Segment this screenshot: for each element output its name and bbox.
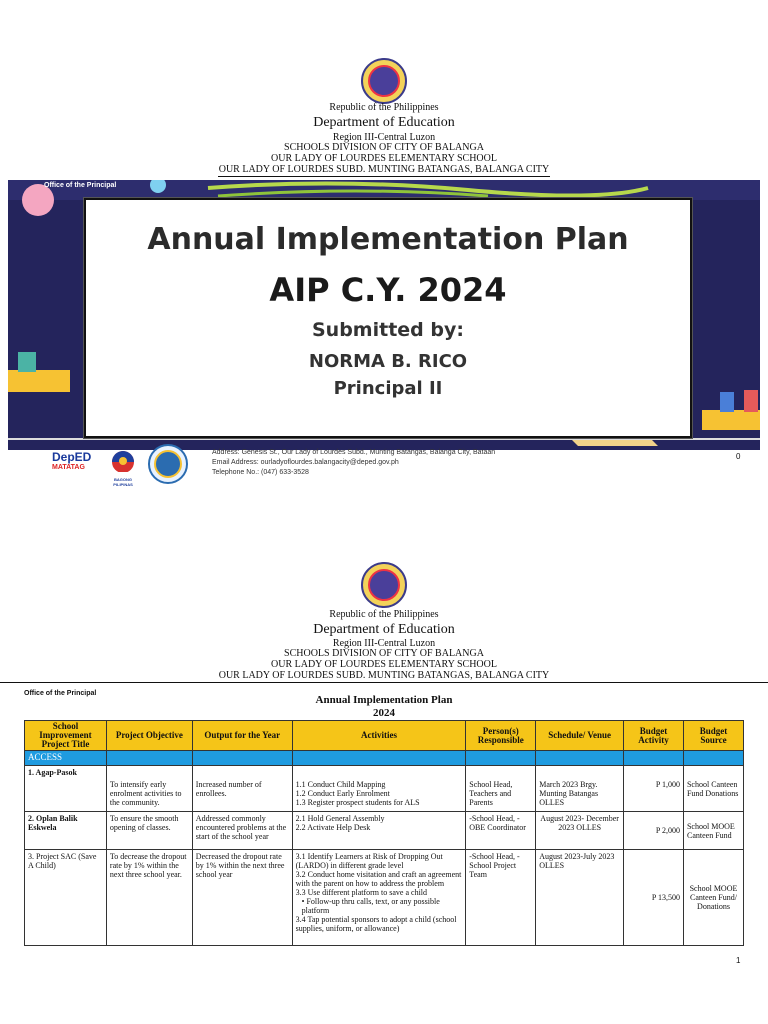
- project-title: 1. Agap-Pasok: [25, 766, 107, 812]
- col-header: Activities: [292, 721, 466, 751]
- footer-phone: Telephone No.: (047) 633-3528: [212, 469, 309, 476]
- region-line: Region III-Central Luzon: [332, 638, 436, 649]
- project-objective: To intensify early enrolment activities to the community.: [106, 766, 192, 812]
- department-line: Department of Education: [313, 115, 455, 130]
- project-budget: P 1,000: [624, 766, 684, 812]
- project-persons: -School Head, -OBE Coordinator: [466, 812, 536, 850]
- deped-matatag-logo: DepED MATATAG: [52, 450, 92, 471]
- section-row-access: [25, 751, 744, 766]
- cover-banner: [8, 180, 760, 450]
- col-header: Schedule/ Venue: [536, 721, 624, 751]
- project-activities: 2.1 Hold General Assembly 2.2 Activate Help Desk: [292, 812, 466, 850]
- project-output: Addressed commonly encountered problems at the start of the school year: [192, 812, 292, 850]
- table-row: [25, 812, 744, 850]
- page-number-1: 1: [736, 956, 741, 965]
- project-source: School Canteen Fund Donations: [683, 766, 743, 812]
- department-line: Department of Education: [313, 622, 455, 637]
- table-row: [25, 766, 744, 812]
- project-objective: To decrease the dropout rate by 1% within the next three school year.: [106, 850, 192, 946]
- principal-name: NORMA B. RICO: [308, 351, 468, 372]
- region-line: Region III-Central Luzon: [332, 132, 436, 143]
- col-header: Budget Source: [683, 721, 743, 751]
- page-number-0: 0: [736, 452, 741, 461]
- section-label: ACCESS: [25, 751, 107, 766]
- division-line: SCHOOLS DIVISION OF CITY OF BALANGA: [284, 142, 484, 153]
- table-row: [25, 850, 744, 946]
- submitted-by-label: Submitted by:: [312, 319, 464, 341]
- school-line: OUR LADY OF LOURDES ELEMENTARY SCHOOL: [271, 153, 497, 164]
- header-divider: [218, 176, 550, 177]
- cover-subtitle: AIP C.Y. 2024: [269, 271, 507, 309]
- project-activities: 3.1 Identify Learners at Risk of Dropping Out (LARDO) in different grade level 3.2 Conduct home visitation and craft an agreement with the parent on how to address the problem 3.3 Use different platform to save a child • Follow-up thru calls, text, or any possible platform 3.4 Tap potential sponsors to adopt a child (school supplies, uniform, or allowance): [292, 850, 466, 946]
- plan-year: 2024: [373, 707, 395, 719]
- col-header: School Improvement Project Title: [25, 721, 107, 751]
- project-budget: P 13,500: [624, 850, 684, 946]
- col-header: Budget Activity: [624, 721, 684, 751]
- project-source: School MOOE Canteen Fund/ Donations: [683, 850, 743, 946]
- cover-title: Annual Implementation Plan: [147, 222, 629, 257]
- aip-table: [24, 720, 744, 946]
- footer-contact: [212, 448, 495, 478]
- deped-seal-2: [361, 562, 407, 608]
- principal-position: Principal II: [333, 378, 443, 399]
- office-label-1: Office of the Principal: [44, 182, 117, 189]
- address-line: OUR LADY OF LOURDES SUBD. MUNTING BATANGAS, BALANGA CITY: [218, 670, 550, 681]
- footer-address: Address: Genesis St., Our Lady of Lourdes Subd., Munting Batangas, Balanga City, Bataan: [212, 449, 496, 456]
- table-header-row: [25, 721, 744, 751]
- project-schedule: March 2023 Brgy. Munting Batangas OLLES: [536, 766, 624, 812]
- project-schedule: August 2023-July 2023 OLLES: [536, 850, 624, 946]
- project-objective: To ensure the smooth opening of classes.: [106, 812, 192, 850]
- header-divider: [0, 682, 768, 683]
- col-header: Output for the Year: [192, 721, 292, 751]
- project-title: 2. Oplan Balik Eskwela: [25, 812, 107, 850]
- school-logo: [148, 444, 188, 484]
- col-header: Person(s) Responsible: [466, 721, 536, 751]
- bagong-pilipinas-logo: BAGONG PILIPINAS: [104, 448, 142, 484]
- republic-line: Republic of the Philippines: [329, 609, 439, 620]
- address-line: OUR LADY OF LOURDES SUBD. MUNTING BATANGAS, BALANGA CITY: [218, 164, 550, 175]
- project-title: 3. Project SAC (Save A Child): [25, 850, 107, 946]
- project-persons: School Head, Teachers and Parents: [466, 766, 536, 812]
- col-header: Project Objective: [106, 721, 192, 751]
- deped-seal-1: [361, 58, 407, 104]
- republic-line: Republic of the Philippines: [329, 102, 439, 113]
- project-source: School MOOE Canteen Fund: [683, 812, 743, 850]
- office-label-2: Office of the Principal: [24, 690, 97, 697]
- project-output: Increased number of enrollees.: [192, 766, 292, 812]
- plan-title: Annual Implementation Plan: [315, 694, 453, 706]
- division-line: SCHOOLS DIVISION OF CITY OF BALANGA: [284, 648, 484, 659]
- cover-card: [84, 198, 692, 438]
- footer-email: Email Address: ourladyoflourdes.balangacity@deped.gov.ph: [212, 459, 399, 466]
- project-persons: -School Head, -School Project Team: [466, 850, 536, 946]
- project-activities: 1.1 Conduct Child Mapping 1.2 Conduct Early Enrolment 1.3 Register prospect students for ALS: [292, 766, 466, 812]
- project-schedule: August 2023- December 2023 OLLES: [536, 812, 624, 850]
- school-line: OUR LADY OF LOURDES ELEMENTARY SCHOOL: [271, 659, 497, 670]
- project-output: Decreased the dropout rate by 1% within the next three school year: [192, 850, 292, 946]
- bagong-pilipinas-icon: [106, 448, 140, 472]
- project-budget: P 2,000: [624, 812, 684, 850]
